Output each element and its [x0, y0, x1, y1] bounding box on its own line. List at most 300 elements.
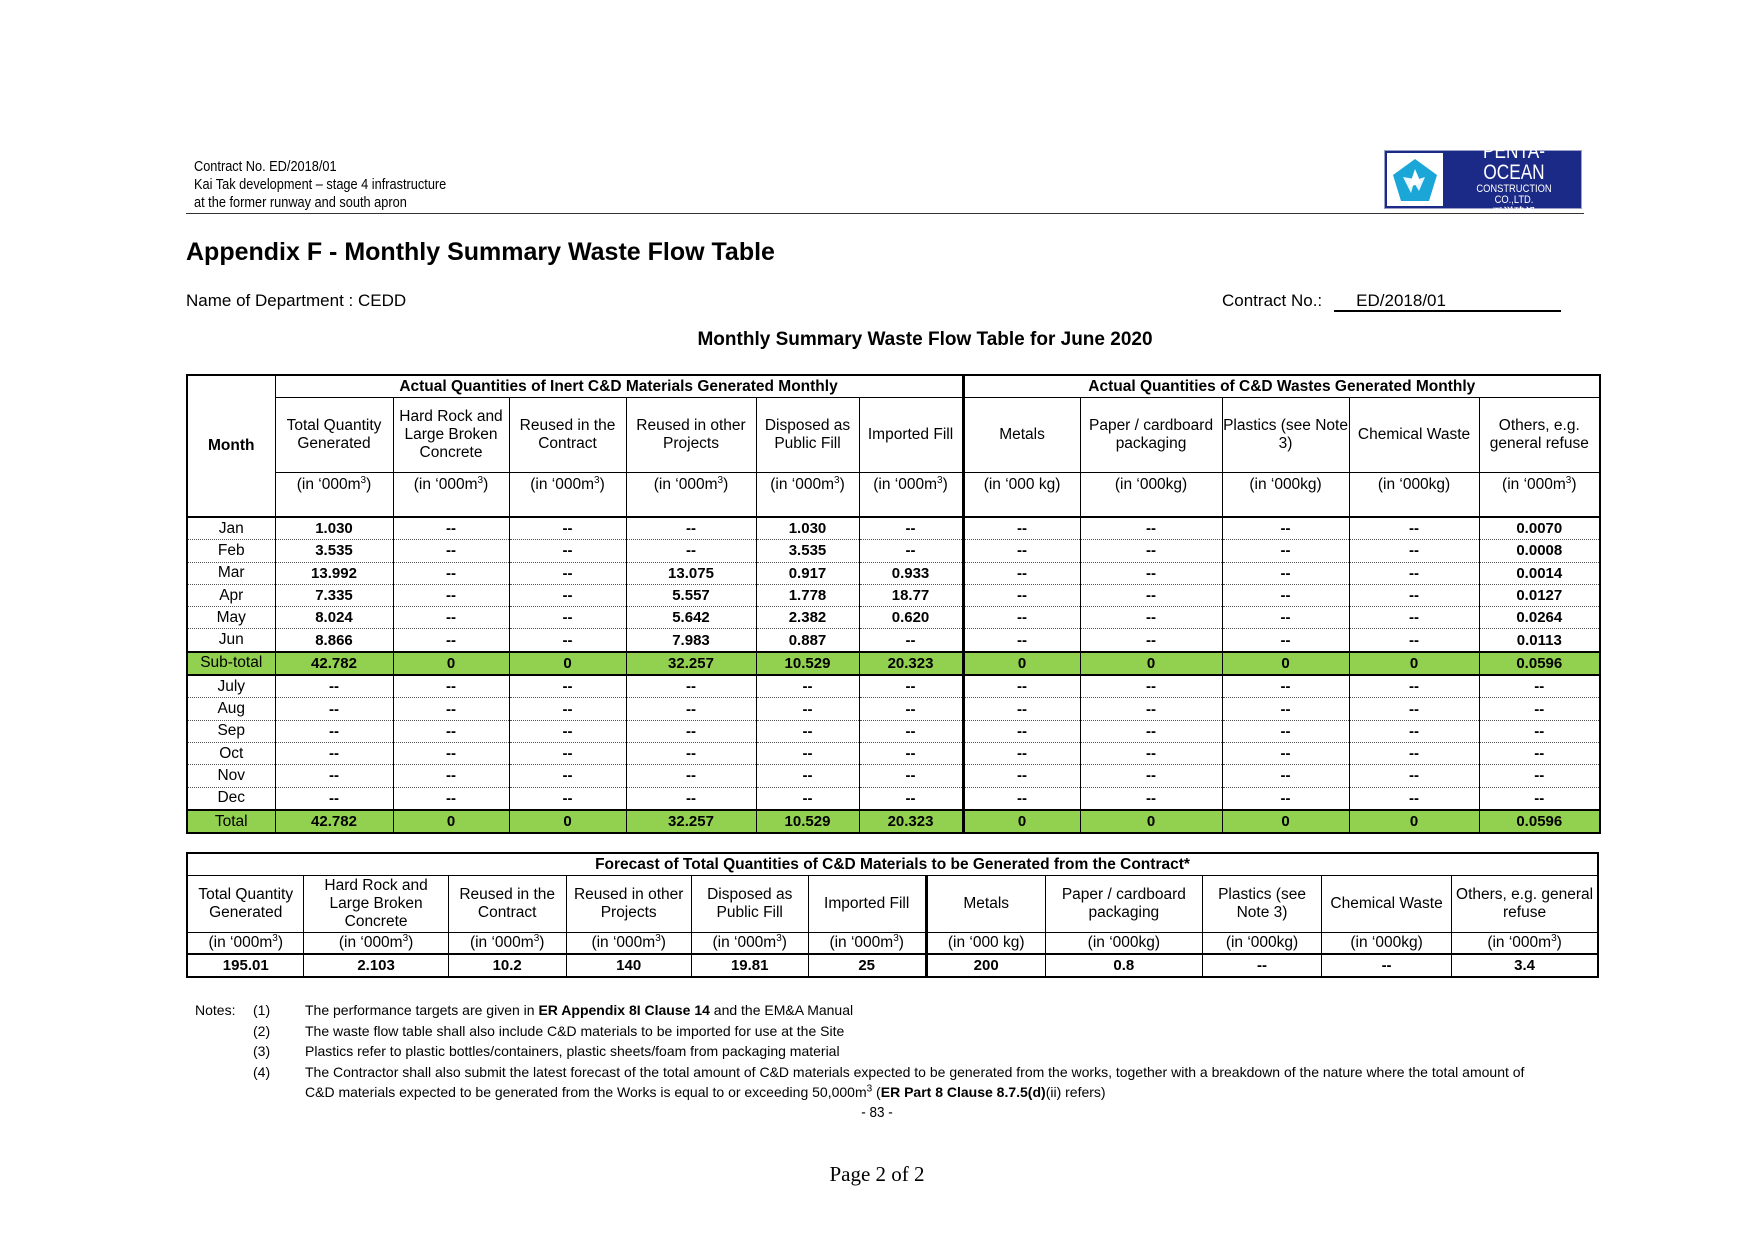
value-cell: --	[1222, 607, 1349, 629]
contract-value: ED/2018/01	[1334, 292, 1561, 312]
unit-text: (in ‘000m	[591, 934, 656, 951]
value-cell: --	[963, 517, 1080, 540]
value-cell: 0	[1349, 652, 1479, 675]
note-text-part: Plastics refer to plastic bottles/containers, plastic sheets/foam from packaging material	[305, 1043, 840, 1059]
column-header: Metals	[963, 398, 1080, 473]
value-cell: --	[1222, 584, 1349, 606]
company-logo	[1384, 139, 1582, 219]
month-header: Month	[187, 375, 275, 517]
monthly-waste-flow-table	[186, 374, 1601, 834]
total-row	[187, 652, 1600, 675]
value-cell: 0	[1080, 810, 1222, 833]
unit-text: (in ‘000m	[208, 934, 273, 951]
value-cell: --	[275, 765, 393, 787]
unit-text: (in ‘000kg)	[1377, 476, 1451, 493]
value-cell: --	[756, 698, 859, 720]
value-cell: --	[1222, 540, 1349, 562]
value-cell: --	[859, 787, 963, 810]
value-cell: --	[1222, 517, 1349, 540]
forecast-value-cell: 19.81	[691, 954, 808, 977]
value-cell: 18.77	[859, 584, 963, 606]
cd-wastes-group-header: Actual Quantities of C&D Wastes Generated Monthly	[963, 375, 1600, 398]
value-cell: --	[1222, 698, 1349, 720]
value-cell: --	[1080, 720, 1222, 742]
value-cell: --	[1479, 765, 1600, 787]
value-cell: --	[859, 675, 963, 698]
month-cell: Feb	[187, 540, 275, 562]
unit-text: (in ‘000m	[770, 476, 834, 493]
value-cell: --	[509, 517, 626, 540]
note-text-part: The performance targets are given in	[305, 1002, 539, 1018]
value-cell: --	[756, 675, 859, 698]
value-cell: --	[963, 629, 1080, 652]
unit-header	[275, 473, 393, 518]
value-cell: --	[1080, 698, 1222, 720]
table-row	[187, 629, 1600, 652]
unit-text: (in ‘000 kg)	[983, 476, 1061, 493]
unit-superscript: 3	[655, 932, 661, 944]
value-cell: 20.323	[859, 810, 963, 833]
unit-close: )	[839, 476, 845, 493]
forecast-value-cell: 200	[926, 954, 1045, 977]
unit-superscript: 3	[717, 474, 724, 486]
notes-label	[195, 1062, 253, 1103]
unit-text: (in ‘000m	[530, 476, 594, 493]
unit-close: )	[898, 934, 904, 951]
column-header: Plastics (see Note 3)	[1222, 398, 1349, 473]
value-cell: --	[1080, 787, 1222, 810]
value-cell: --	[509, 584, 626, 606]
value-cell: --	[509, 720, 626, 742]
value-cell: --	[1479, 675, 1600, 698]
value-cell: --	[963, 562, 1080, 584]
note-text-part: and the EM&A Manual	[709, 1002, 854, 1018]
unit-header	[1349, 473, 1479, 518]
value-cell: --	[1080, 584, 1222, 606]
value-cell: --	[1080, 629, 1222, 652]
page-number: - 83 -	[861, 1104, 893, 1121]
column-header: Hard Rock and Large Broken Concrete	[393, 398, 509, 473]
unit-superscript: 3	[594, 474, 600, 486]
unit-header	[1203, 933, 1322, 955]
value-cell: --	[393, 765, 509, 787]
unit-header	[756, 473, 859, 518]
month-cell: Aug	[187, 698, 275, 720]
unit-close: )	[483, 476, 489, 493]
unit-close: )	[723, 476, 729, 493]
value-cell: --	[1222, 629, 1349, 652]
unit-header	[963, 473, 1080, 518]
inert-materials-group-header: Actual Quantities of Inert C&D Materials Generated Monthly	[275, 375, 963, 398]
value-cell: --	[626, 540, 756, 562]
value-cell: --	[1349, 765, 1479, 787]
table-row	[187, 765, 1600, 787]
unit-superscript: 3	[1551, 932, 1557, 944]
value-cell: 1.030	[275, 517, 393, 540]
value-cell: 0	[393, 810, 509, 833]
value-cell: --	[393, 540, 509, 562]
value-cell: --	[393, 742, 509, 764]
value-cell: --	[1349, 720, 1479, 742]
value-cell: 32.257	[626, 652, 756, 675]
value-cell: --	[275, 675, 393, 698]
column-header: Paper / cardboard packaging	[1080, 398, 1222, 473]
unit-header	[626, 473, 756, 518]
value-cell: 0	[963, 652, 1080, 675]
value-cell: --	[1080, 540, 1222, 562]
notes-section	[195, 1000, 1555, 1103]
value-cell: --	[963, 765, 1080, 787]
value-cell: --	[1222, 765, 1349, 787]
note-number: (4)	[253, 1063, 271, 1080]
value-cell: --	[626, 742, 756, 764]
month-cell: Dec	[187, 787, 275, 810]
note-item	[195, 1062, 1555, 1103]
notes-label: Notes:	[195, 1002, 236, 1018]
table-row	[187, 742, 1600, 764]
value-cell: --	[1080, 675, 1222, 698]
value-cell: --	[1349, 787, 1479, 810]
unit-text: (in ‘000m	[296, 476, 361, 493]
value-cell: --	[509, 629, 626, 652]
unit-text: (in ‘000m	[1502, 476, 1566, 493]
header-line: Kai Tak development – stage 4 infrastructure	[194, 177, 447, 193]
note-item	[195, 1021, 1555, 1042]
value-cell: 3.535	[756, 540, 859, 562]
note-text-part: (	[872, 1084, 881, 1100]
note-number: (2)	[253, 1022, 271, 1039]
month-cell: Sep	[187, 720, 275, 742]
note-number: (1)	[253, 1002, 271, 1018]
forecast-column-header: Reused in other Projects	[566, 876, 691, 933]
value-cell: --	[509, 765, 626, 787]
logo-chinese: 五洋建設	[1492, 206, 1536, 219]
forecast-column-header: Metals	[926, 876, 1045, 933]
value-cell: --	[393, 787, 509, 810]
value-cell: 0	[1349, 810, 1479, 833]
unit-superscript: 3	[360, 474, 367, 486]
table-row	[187, 720, 1600, 742]
unit-header	[808, 933, 926, 955]
value-cell: --	[963, 698, 1080, 720]
value-cell: --	[393, 629, 509, 652]
month-cell: Sub-total	[187, 652, 275, 675]
unit-close: )	[660, 934, 666, 951]
value-cell: 0.0264	[1479, 607, 1600, 629]
unit-text: (in ‘000kg)	[1350, 934, 1423, 951]
unit-text: (in ‘000m	[338, 934, 403, 951]
unit-header	[304, 933, 448, 955]
unit-text: (in ‘000kg)	[1087, 934, 1161, 951]
value-cell: --	[275, 742, 393, 764]
note-superscript: 3	[866, 1083, 873, 1095]
value-cell: --	[509, 742, 626, 764]
note-text-part: The waste flow table shall also include C&D materials to be imported for use at the Site	[305, 1022, 845, 1039]
unit-header	[1222, 473, 1349, 518]
total-row	[187, 810, 1600, 833]
table-row	[187, 787, 1600, 810]
unit-text: (in ‘000m	[469, 934, 534, 951]
value-cell: --	[626, 675, 756, 698]
forecast-value-cell: 140	[566, 954, 691, 977]
unit-close: )	[942, 476, 948, 493]
value-cell: 7.983	[626, 629, 756, 652]
value-cell: 0	[509, 810, 626, 833]
contract-field	[1222, 291, 1561, 312]
month-cell: Oct	[187, 742, 275, 764]
table-row	[187, 517, 1600, 540]
unit-text: (in ‘000 kg)	[947, 934, 1025, 951]
value-cell: --	[393, 584, 509, 606]
unit-header	[509, 473, 626, 518]
value-cell: 7.335	[275, 584, 393, 606]
column-header: Reused in the Contract	[509, 398, 626, 473]
value-cell: --	[756, 765, 859, 787]
unit-text: (in ‘000kg)	[1249, 476, 1322, 493]
value-cell: 10.529	[756, 652, 859, 675]
month-cell: Jun	[187, 629, 275, 652]
forecast-column-header: Others, e.g. general refuse	[1452, 876, 1598, 933]
forecast-table	[186, 852, 1599, 978]
value-cell: 0.887	[756, 629, 859, 652]
value-cell: 2.382	[756, 607, 859, 629]
value-cell: 5.557	[626, 584, 756, 606]
value-cell: 0.0070	[1479, 517, 1600, 540]
unit-superscript: 3	[402, 932, 409, 944]
month-cell: Mar	[187, 562, 275, 584]
note-item	[195, 1000, 1555, 1021]
value-cell: --	[1080, 765, 1222, 787]
unit-text: (in ‘000kg)	[1225, 934, 1299, 951]
value-cell: --	[393, 720, 509, 742]
value-cell: --	[626, 787, 756, 810]
value-cell: --	[393, 675, 509, 698]
value-cell: --	[859, 720, 963, 742]
unit-text: (in ‘000m	[1487, 934, 1552, 951]
month-cell: July	[187, 675, 275, 698]
value-cell: 0	[1080, 652, 1222, 675]
column-header: Total Quantity Generated	[275, 398, 393, 473]
unit-close: )	[277, 934, 283, 951]
forecast-value-cell: 2.103	[304, 954, 448, 977]
value-cell: --	[626, 765, 756, 787]
table-row	[187, 698, 1600, 720]
unit-header	[691, 933, 808, 955]
value-cell: 0	[963, 810, 1080, 833]
value-cell: --	[859, 540, 963, 562]
value-cell: --	[275, 787, 393, 810]
forecast-value-cell: --	[1203, 954, 1322, 977]
value-cell: 42.782	[275, 652, 393, 675]
value-cell: 8.866	[275, 629, 393, 652]
document-header	[194, 158, 446, 212]
unit-header	[859, 473, 963, 518]
value-cell: --	[756, 787, 859, 810]
forecast-value-cell: --	[1322, 954, 1452, 977]
value-cell: --	[393, 562, 509, 584]
month-cell: Apr	[187, 584, 275, 606]
value-cell: --	[859, 742, 963, 764]
value-cell: 0.0596	[1479, 810, 1600, 833]
value-cell: --	[509, 787, 626, 810]
unit-header	[393, 473, 509, 518]
value-cell: --	[626, 720, 756, 742]
unit-text: (in ‘000m	[873, 476, 938, 493]
month-cell: Nov	[187, 765, 275, 787]
value-cell: 42.782	[275, 810, 393, 833]
unit-text: (in ‘000m	[829, 934, 894, 951]
unit-header	[566, 933, 691, 955]
value-cell: --	[1349, 584, 1479, 606]
value-cell: --	[393, 698, 509, 720]
value-cell: 20.323	[859, 652, 963, 675]
unit-header	[1479, 473, 1600, 518]
unit-header	[1045, 933, 1202, 955]
value-cell: --	[963, 540, 1080, 562]
unit-superscript: 3	[893, 932, 899, 944]
unit-close: )	[408, 934, 414, 951]
value-cell: --	[963, 787, 1080, 810]
value-cell: 0.0008	[1479, 540, 1600, 562]
table-row	[187, 607, 1600, 629]
value-cell: --	[963, 584, 1080, 606]
value-cell: --	[1479, 720, 1600, 742]
page-of-total: Page 2 of 2	[829, 1162, 925, 1186]
table-row	[187, 675, 1600, 698]
forecast-column-header: Reused in the Contract	[448, 876, 566, 933]
unit-close: )	[1556, 934, 1562, 951]
value-cell: 0.620	[859, 607, 963, 629]
unit-close: )	[599, 476, 605, 493]
value-cell: --	[509, 540, 626, 562]
value-cell: 0.0014	[1479, 562, 1600, 584]
table-row	[187, 584, 1600, 606]
note-item	[195, 1041, 1555, 1062]
value-cell: --	[1479, 742, 1600, 764]
logo-text	[1443, 141, 1581, 219]
note-text-part: (ii) refers)	[1045, 1084, 1106, 1100]
notes-label	[195, 1041, 253, 1062]
month-cell: Jan	[187, 517, 275, 540]
unit-close: )	[1571, 476, 1577, 493]
value-cell: --	[859, 517, 963, 540]
value-cell: --	[1349, 540, 1479, 562]
forecast-value-cell: 0.8	[1045, 954, 1202, 977]
value-cell: --	[393, 607, 509, 629]
value-cell: 0.933	[859, 562, 963, 584]
value-cell: --	[963, 742, 1080, 764]
value-cell: --	[509, 675, 626, 698]
value-cell: 0	[1222, 652, 1349, 675]
unit-text: (in ‘000kg)	[1114, 476, 1188, 493]
value-cell: --	[1479, 698, 1600, 720]
unit-text: (in ‘000m	[413, 476, 478, 493]
forecast-column-header: Disposed as Public Fill	[691, 876, 808, 933]
value-cell: 10.529	[756, 810, 859, 833]
unit-header	[187, 933, 304, 955]
value-cell: 1.030	[756, 517, 859, 540]
value-cell: 1.778	[756, 584, 859, 606]
unit-close: )	[781, 934, 787, 951]
value-cell: --	[393, 517, 509, 540]
unit-header	[926, 933, 1045, 955]
unit-superscript: 3	[937, 474, 943, 486]
value-cell: --	[509, 562, 626, 584]
value-cell: --	[1349, 629, 1479, 652]
unit-text: (in ‘000m	[653, 476, 718, 493]
note-text	[305, 1041, 1555, 1062]
value-cell: --	[1080, 607, 1222, 629]
value-cell: --	[963, 720, 1080, 742]
value-cell: --	[963, 607, 1080, 629]
unit-header	[1080, 473, 1222, 518]
header-line: at the former runway and south apron	[194, 195, 407, 211]
unit-text: (in ‘000m	[712, 934, 777, 951]
page-title: Appendix F - Monthly Summary Waste Flow Table	[186, 238, 775, 266]
value-cell: --	[1222, 787, 1349, 810]
unit-close: )	[366, 476, 372, 493]
value-cell: 0	[1222, 810, 1349, 833]
value-cell: 13.075	[626, 562, 756, 584]
value-cell: --	[1349, 607, 1479, 629]
contract-label: Contract No.:	[1222, 291, 1323, 310]
unit-header	[1452, 933, 1598, 955]
unit-header	[448, 933, 566, 955]
note-text	[305, 1062, 1555, 1103]
value-cell: 5.642	[626, 607, 756, 629]
table-subtitle: Monthly Summary Waste Flow Table for June 2020	[697, 329, 1153, 350]
value-cell: 0.0127	[1479, 584, 1600, 606]
column-header: Disposed as Public Fill	[756, 398, 859, 473]
value-cell: --	[1349, 675, 1479, 698]
note-reference: ER Appendix 8I Clause 14	[538, 1002, 710, 1018]
note-text	[305, 1021, 1555, 1042]
unit-superscript: 3	[533, 932, 540, 944]
value-cell: --	[1222, 742, 1349, 764]
unit-close: )	[539, 934, 545, 951]
value-cell: 0.917	[756, 562, 859, 584]
forecast-value-cell: 10.2	[448, 954, 566, 977]
value-cell: 0.0113	[1479, 629, 1600, 652]
forecast-column-header: Total Quantity Generated	[187, 876, 304, 933]
value-cell: --	[1222, 675, 1349, 698]
value-cell: --	[1080, 742, 1222, 764]
value-cell: --	[756, 720, 859, 742]
forecast-column-header: Imported Fill	[808, 876, 926, 933]
note-text-part: The Contractor shall also submit the latest forecast of the total amount of C&D materials expected to be generated from the works, together with a breakdown of the nature where the total amount of C&D materials expected to be generated from the Works is equal to or exceeding 50,000m	[305, 1063, 1525, 1100]
pentagon-logo-icon	[1387, 153, 1443, 206]
value-cell: --	[509, 698, 626, 720]
value-cell: 0	[509, 652, 626, 675]
value-cell: 8.024	[275, 607, 393, 629]
logo-subname: CONSTRUCTION CO.,LTD.	[1476, 182, 1552, 206]
value-cell: --	[1080, 517, 1222, 540]
value-cell: --	[1080, 562, 1222, 584]
header-line: Contract No. ED/2018/01	[194, 159, 337, 175]
department-label: Name of Department : CEDD	[186, 291, 407, 310]
table-row	[187, 562, 1600, 584]
forecast-column-header: Chemical Waste	[1322, 876, 1452, 933]
value-cell: --	[859, 629, 963, 652]
value-cell: --	[626, 517, 756, 540]
value-cell: --	[1349, 562, 1479, 584]
value-cell: --	[1349, 517, 1479, 540]
unit-superscript: 3	[776, 932, 782, 944]
forecast-column-header: Hard Rock and Large Broken Concrete	[304, 876, 448, 933]
value-cell: --	[756, 742, 859, 764]
forecast-value-cell: 195.01	[187, 954, 304, 977]
value-cell: --	[1349, 698, 1479, 720]
